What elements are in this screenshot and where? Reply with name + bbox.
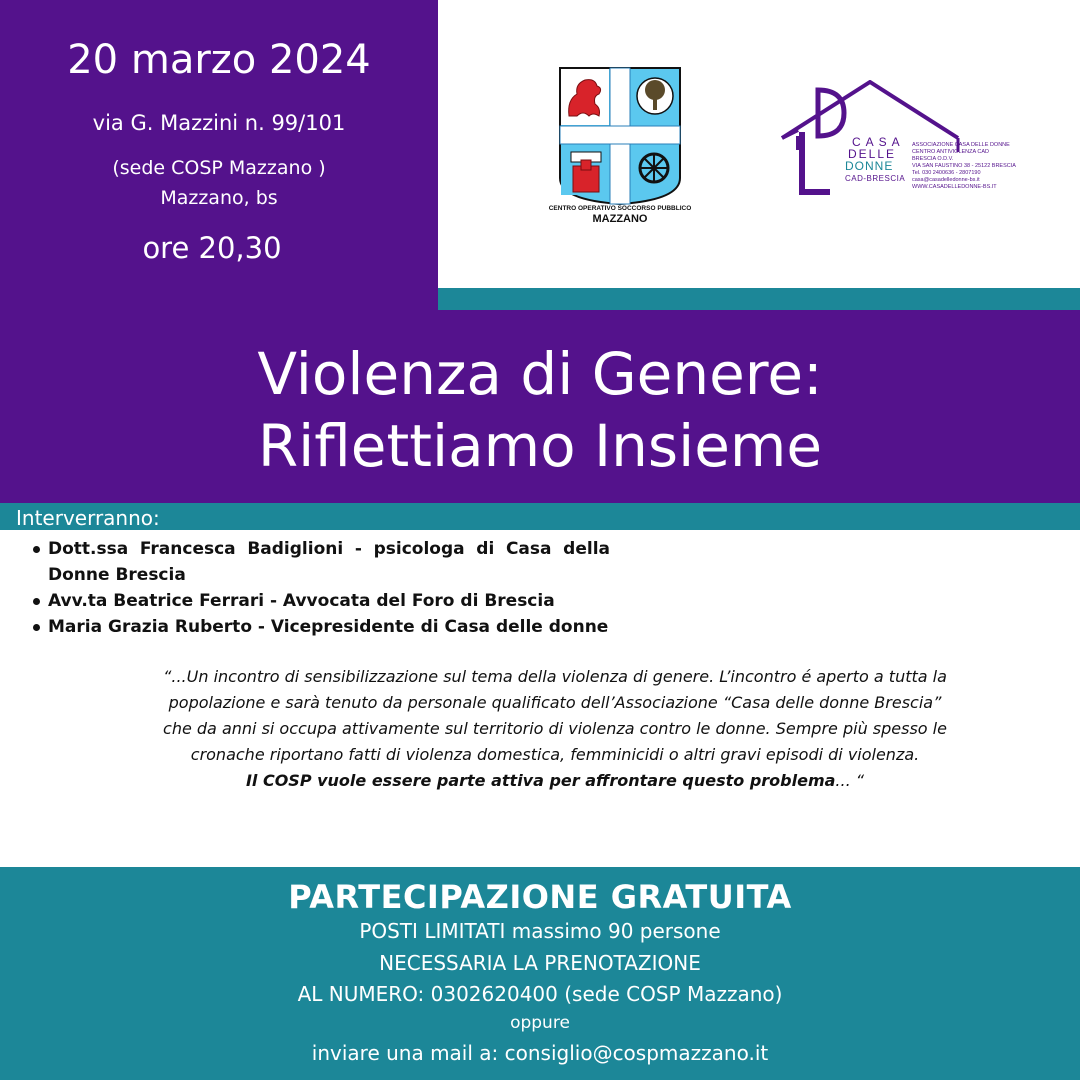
cdd-word-cad: CAD-BRESCIA (845, 174, 906, 183)
speaker-item: Dott.ssa Francesca Badiglioni - psicologa di Casa della Donne Brescia (30, 536, 610, 588)
speakers-heading: Interverranno: (16, 506, 160, 530)
cdd-details (912, 142, 1042, 191)
registration-or: oppure (510, 1013, 570, 1033)
registration-email: inviare una mail a: consiglio@cospmazzano.it (311, 1041, 769, 1065)
page-title-line1: Violenza di Genere: (257, 340, 823, 408)
cosp-mazzano-logo (555, 66, 685, 226)
teal-divider-top (438, 288, 1080, 310)
registration-panel (0, 867, 1080, 1080)
quote-text: “...Un incontro di sensibilizzazione sul tema della violenza di genere. L’incontro é aperto a tutta la popolazione e sarà tenuto da personale qualificato dell’Associazione “Casa delle donne Brescia” che da anni si occupa attivamente sul territorio di violenza contro le donne. Sempre più spesso le cronache riportano fatti di violenza domestica, femminicidi o altri gravi episodi di violenza. (163, 667, 947, 764)
page-title-line2: Riflettiamo Insieme (257, 412, 823, 480)
cdd-detail-line: BRESCIA O.D.V. (912, 156, 954, 162)
registration-required: NECESSARIA LA PRENOTAZIONE (379, 951, 701, 975)
speaker-item: Maria Grazia Ruberto - Vicepresidente di Casa delle donne (30, 614, 610, 640)
event-venue: (sede COSP Mazzano ) (112, 157, 326, 179)
cdd-word-donne: DONNE (845, 159, 894, 173)
event-description-quote (160, 664, 950, 794)
speaker-item: Avv.ta Beatrice Ferrari - Avvocata del Foro di Brescia (30, 588, 610, 614)
event-time: ore 20,30 (142, 231, 282, 265)
cdd-detail-line: ASSOCIAZIONE CASA DELLE DONNE (912, 142, 1010, 148)
speakers-list (30, 536, 610, 640)
teal-divider-speakers (0, 503, 1080, 530)
event-date: 20 marzo 2024 (67, 37, 371, 83)
cdd-detail-line: VIA SAN FAUSTINO 38 - 25122 BRESCIA (912, 163, 1016, 169)
registration-limit: POSTI LIMITATI massimo 90 persone (359, 919, 721, 943)
cdd-word-casa: CASA (852, 135, 905, 149)
event-address: via G. Mazzini n. 99/101 (92, 111, 346, 135)
cdd-detail-line: CENTRO ANTIVIOLENZA CAD (912, 149, 990, 155)
cosp-caption: CENTRO OPERATIVO SOCCORSO PUBBLICO (548, 205, 692, 212)
quote-ending: ... “ (835, 771, 865, 790)
title-band (0, 310, 1080, 503)
quote-bold-line: Il COSP vuole essere parte attiva per affrontare questo problema (245, 771, 836, 790)
cdd-detail-line: WWW.CASADELLEDONNE-BS.IT (912, 184, 997, 190)
cdd-detail-line: Tel. 030 2400636 - 2807190 (912, 170, 981, 176)
event-info-panel (0, 0, 438, 310)
event-city: Mazzano, bs (160, 187, 278, 209)
cdd-word-delle: DELLE (848, 147, 897, 161)
registration-phone: AL NUMERO: 0302620400 (sede COSP Mazzano) (297, 982, 783, 1006)
cdd-detail-line: casa@casadelledonne-bs.it (912, 177, 980, 183)
cosp-name: MAZZANO (592, 213, 648, 225)
registration-heading: PARTECIPAZIONE GRATUITA (288, 878, 792, 916)
